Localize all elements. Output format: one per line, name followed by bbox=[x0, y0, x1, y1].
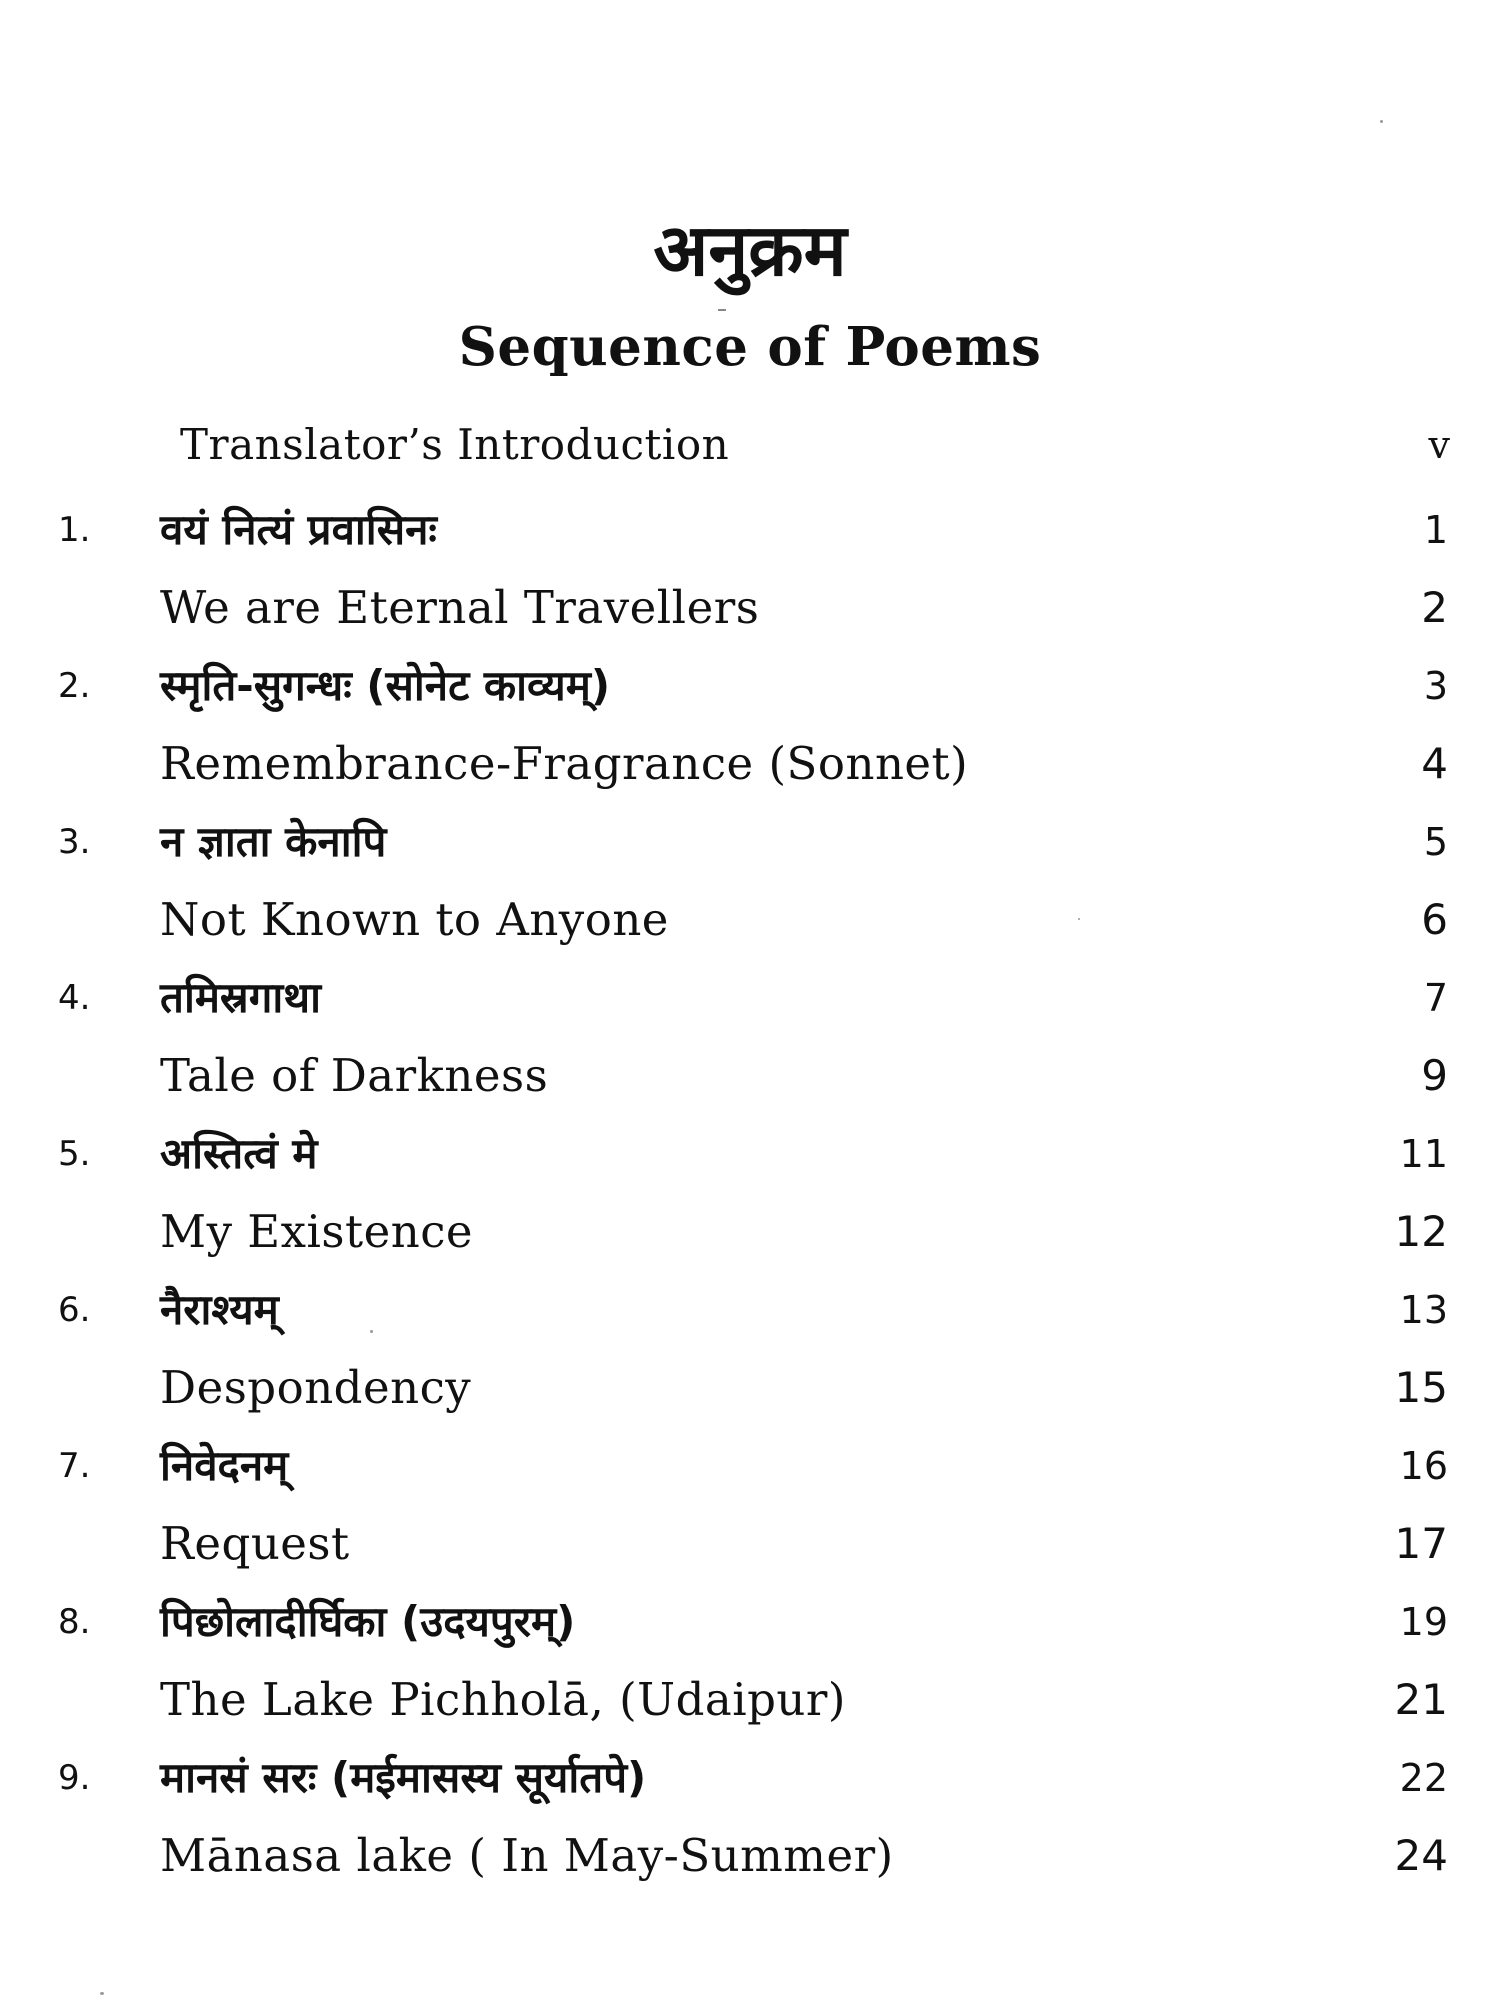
scan-speck bbox=[1078, 918, 1080, 920]
entry-sanskrit-title: तमिस्रगाथा bbox=[160, 973, 321, 1022]
toc-row-sanskrit bbox=[0, 1431, 1500, 1501]
entry-english-title: The Lake Pichholā, (Udaipur) bbox=[160, 1673, 846, 1726]
entry-sanskrit-page: 5 bbox=[1423, 820, 1448, 864]
toc-row-sanskrit bbox=[0, 495, 1500, 565]
toc-row-sanskrit bbox=[0, 1743, 1500, 1813]
entry-english-page: 6 bbox=[1421, 895, 1448, 944]
entry-number: 6. bbox=[58, 1290, 91, 1330]
entry-sanskrit-title: स्मृति-सुगन्धः (सोनेट काव्यम्) bbox=[160, 661, 611, 710]
scan-speck bbox=[1380, 120, 1383, 123]
toc-row-sanskrit bbox=[0, 963, 1500, 1033]
entry-english-page: 24 bbox=[1394, 1831, 1448, 1880]
entry-number: 4. bbox=[58, 978, 91, 1018]
entry-english-title: We are Eternal Travellers bbox=[160, 581, 760, 634]
entry-sanskrit-page: 7 bbox=[1423, 976, 1448, 1020]
entry-sanskrit-page: 11 bbox=[1399, 1132, 1448, 1176]
entry-number: 2. bbox=[58, 666, 91, 706]
toc-row-english bbox=[0, 1041, 1500, 1111]
entry-english-title: Mānasa lake ( In May-Summer) bbox=[160, 1829, 894, 1882]
entry-english-title: Request bbox=[160, 1517, 350, 1570]
intro-title: Translator’s Introduction bbox=[180, 420, 730, 469]
toc-row-english bbox=[0, 1509, 1500, 1579]
toc-row-english bbox=[0, 1353, 1500, 1423]
entry-sanskrit-page: 19 bbox=[1399, 1600, 1448, 1644]
entry-english-title: Despondency bbox=[160, 1361, 472, 1414]
entry-english-page: 2 bbox=[1421, 583, 1448, 632]
intro-page: v bbox=[1428, 423, 1450, 467]
entry-number: 1. bbox=[58, 510, 91, 550]
entry-number: 5. bbox=[58, 1134, 91, 1174]
heading-english: Sequence of Poems bbox=[458, 316, 1042, 378]
entry-number: 8. bbox=[58, 1602, 91, 1642]
entry-number: 7. bbox=[58, 1446, 91, 1486]
entry-english-page: 4 bbox=[1421, 739, 1448, 788]
entry-sanskrit-title: नैराश्यम् bbox=[160, 1285, 279, 1334]
entry-sanskrit-page: 3 bbox=[1423, 664, 1448, 708]
entry-sanskrit-title: पिछोलादीर्घिका (उदयपुरम्) bbox=[160, 1597, 576, 1646]
toc-row-english bbox=[0, 1665, 1500, 1735]
scan-speck bbox=[100, 1992, 104, 1995]
entry-number: 3. bbox=[58, 822, 91, 862]
toc-row-english bbox=[0, 573, 1500, 643]
entry-english-title: Not Known to Anyone bbox=[160, 893, 669, 946]
entry-sanskrit-title: निवेदनम् bbox=[160, 1441, 289, 1490]
entry-english-page: 12 bbox=[1394, 1207, 1448, 1256]
entry-english-title: Tale of Darkness bbox=[160, 1049, 549, 1102]
toc-row-introduction bbox=[0, 410, 1500, 480]
entry-sanskrit-title: वयं नित्यं प्रवासिनः bbox=[160, 505, 437, 554]
toc-row-sanskrit bbox=[0, 651, 1500, 721]
entry-sanskrit-page: 22 bbox=[1399, 1756, 1448, 1800]
toc-row-sanskrit bbox=[0, 1275, 1500, 1345]
entry-english-page: 21 bbox=[1394, 1675, 1448, 1724]
toc-row-english bbox=[0, 1821, 1500, 1891]
entry-sanskrit-page: 16 bbox=[1399, 1444, 1448, 1488]
entry-english-title: Remembrance-Fragrance (Sonnet) bbox=[160, 737, 969, 790]
toc-row-sanskrit bbox=[0, 1119, 1500, 1189]
toc-row-english bbox=[0, 885, 1500, 955]
entry-english-page: 15 bbox=[1394, 1363, 1448, 1412]
entry-sanskrit-title: न ज्ञाता केनापि bbox=[160, 817, 387, 866]
entry-english-page: 17 bbox=[1394, 1519, 1448, 1568]
toc-row-sanskrit bbox=[0, 1587, 1500, 1657]
entry-english-title: My Existence bbox=[160, 1205, 474, 1258]
heading-divider-mark bbox=[718, 309, 726, 311]
entry-sanskrit-title: अस्तित्वं मे bbox=[160, 1129, 318, 1178]
entry-english-page: 9 bbox=[1421, 1051, 1448, 1100]
entry-sanskrit-title: मानसं सरः (मईमासस्य सूर्यातपे) bbox=[160, 1753, 647, 1802]
toc-row-english bbox=[0, 1197, 1500, 1267]
scan-speck bbox=[370, 1330, 373, 1333]
heading-hindi: अनुक्रम bbox=[653, 208, 847, 292]
entry-sanskrit-page: 1 bbox=[1423, 508, 1448, 552]
toc-row-english bbox=[0, 729, 1500, 799]
entry-number: 9. bbox=[58, 1758, 91, 1798]
entry-sanskrit-page: 13 bbox=[1399, 1288, 1448, 1332]
toc-row-sanskrit bbox=[0, 807, 1500, 877]
